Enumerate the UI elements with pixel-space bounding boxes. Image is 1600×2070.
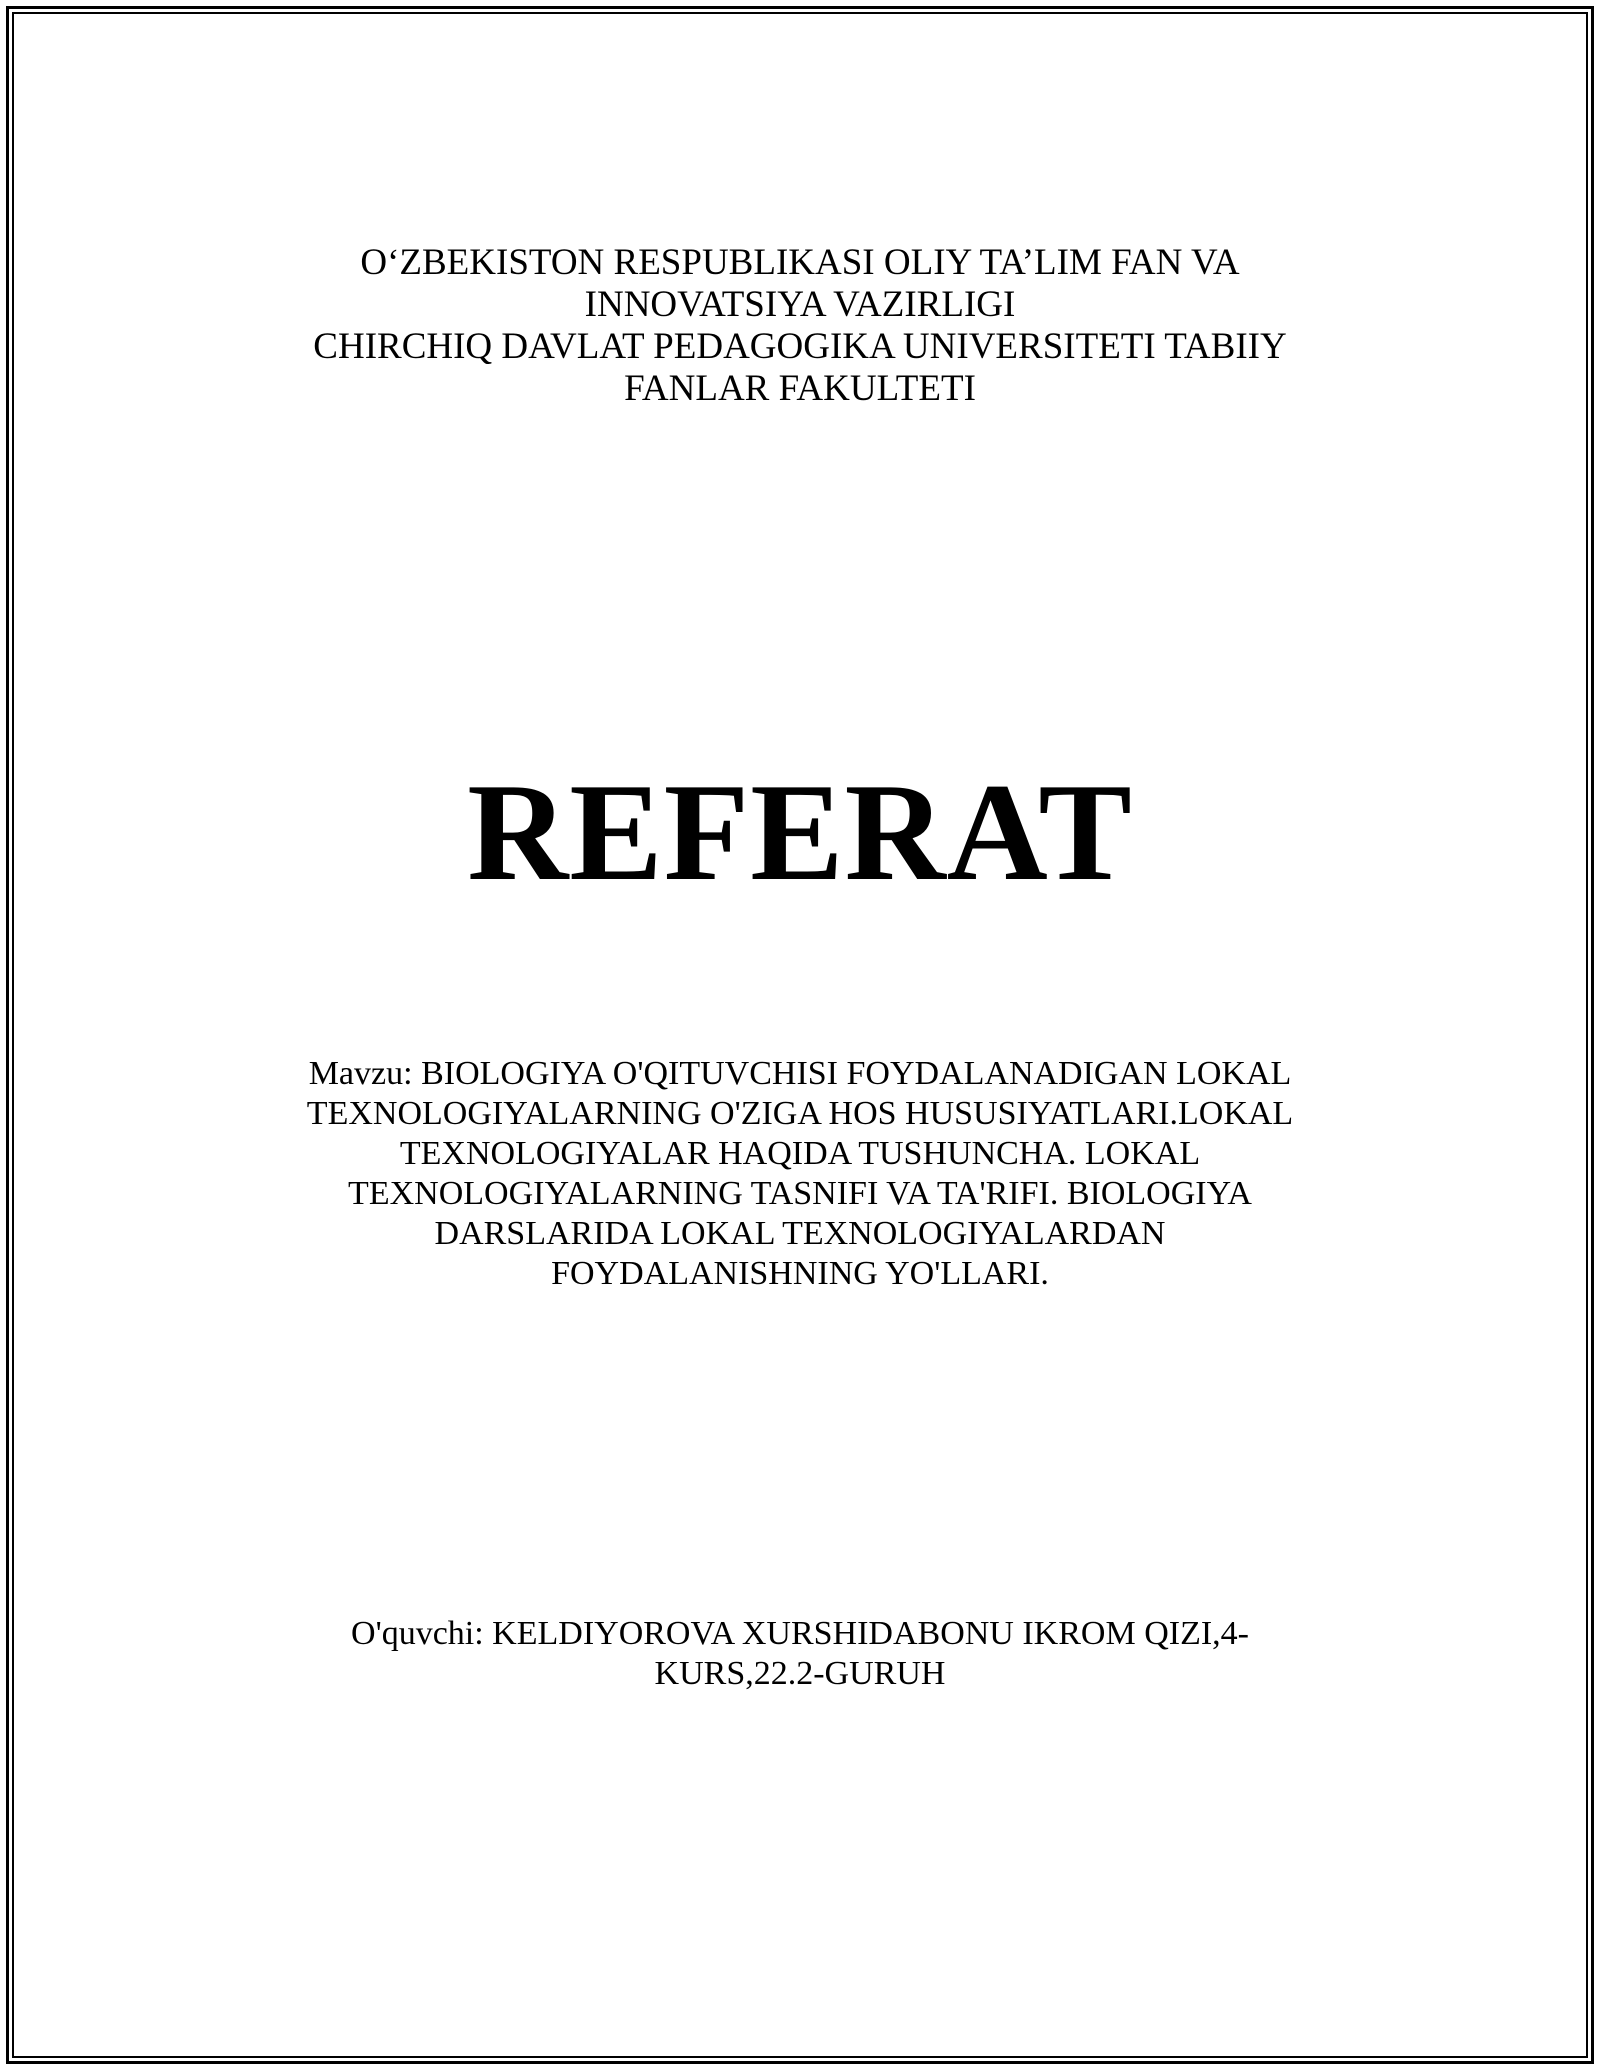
topic-line: FOYDALANISHNING YO'LLARI. — [551, 1255, 1049, 1292]
header-line: FANLAR FAKULTETI — [624, 368, 976, 409]
topic-line: Mavzu: BIOLOGIYA O'QITUVCHISI FOYDALANADIGAN LOKAL — [308, 1055, 1292, 1092]
header-line: CHIRCHIQ DAVLAT PEDAGOGIKA UNIVERSITETI TABIIY — [313, 326, 1287, 367]
header-line: O‘ZBEKISTON RESPUBLIKASI OLIY TA’LIM FAN VA — [360, 242, 1240, 283]
student-line: KURS,22.2-GURUH — [654, 1655, 946, 1692]
student-line: O'quvchi: KELDIYOROVA XURSHIDABONU IKROM QIZI,4- — [351, 1615, 1249, 1652]
topic-line: TEXNOLOGIYALARNING TASNIFI VA TA'RIFI. BIOLOGIYA — [348, 1175, 1252, 1212]
topic-line: TEXNOLOGIYALAR HAQIDA TUSHUNCHA. LOKAL — [399, 1135, 1201, 1172]
student-info — [0, 1614, 1600, 1694]
header-line: INNOVATSIYA VAZIRLIGI — [584, 284, 1016, 325]
topic-line: DARSLARIDA LOKAL TEXNOLOGIYALARDAN — [434, 1215, 1166, 1252]
institution-header — [0, 242, 1600, 410]
topic-line: TEXNOLOGIYALARNING O'ZIGA HOS HUSUSIYATLARI.LOKAL — [306, 1095, 1294, 1132]
document-title: REFERAT — [467, 755, 1133, 910]
topic-paragraph — [0, 1054, 1600, 1294]
